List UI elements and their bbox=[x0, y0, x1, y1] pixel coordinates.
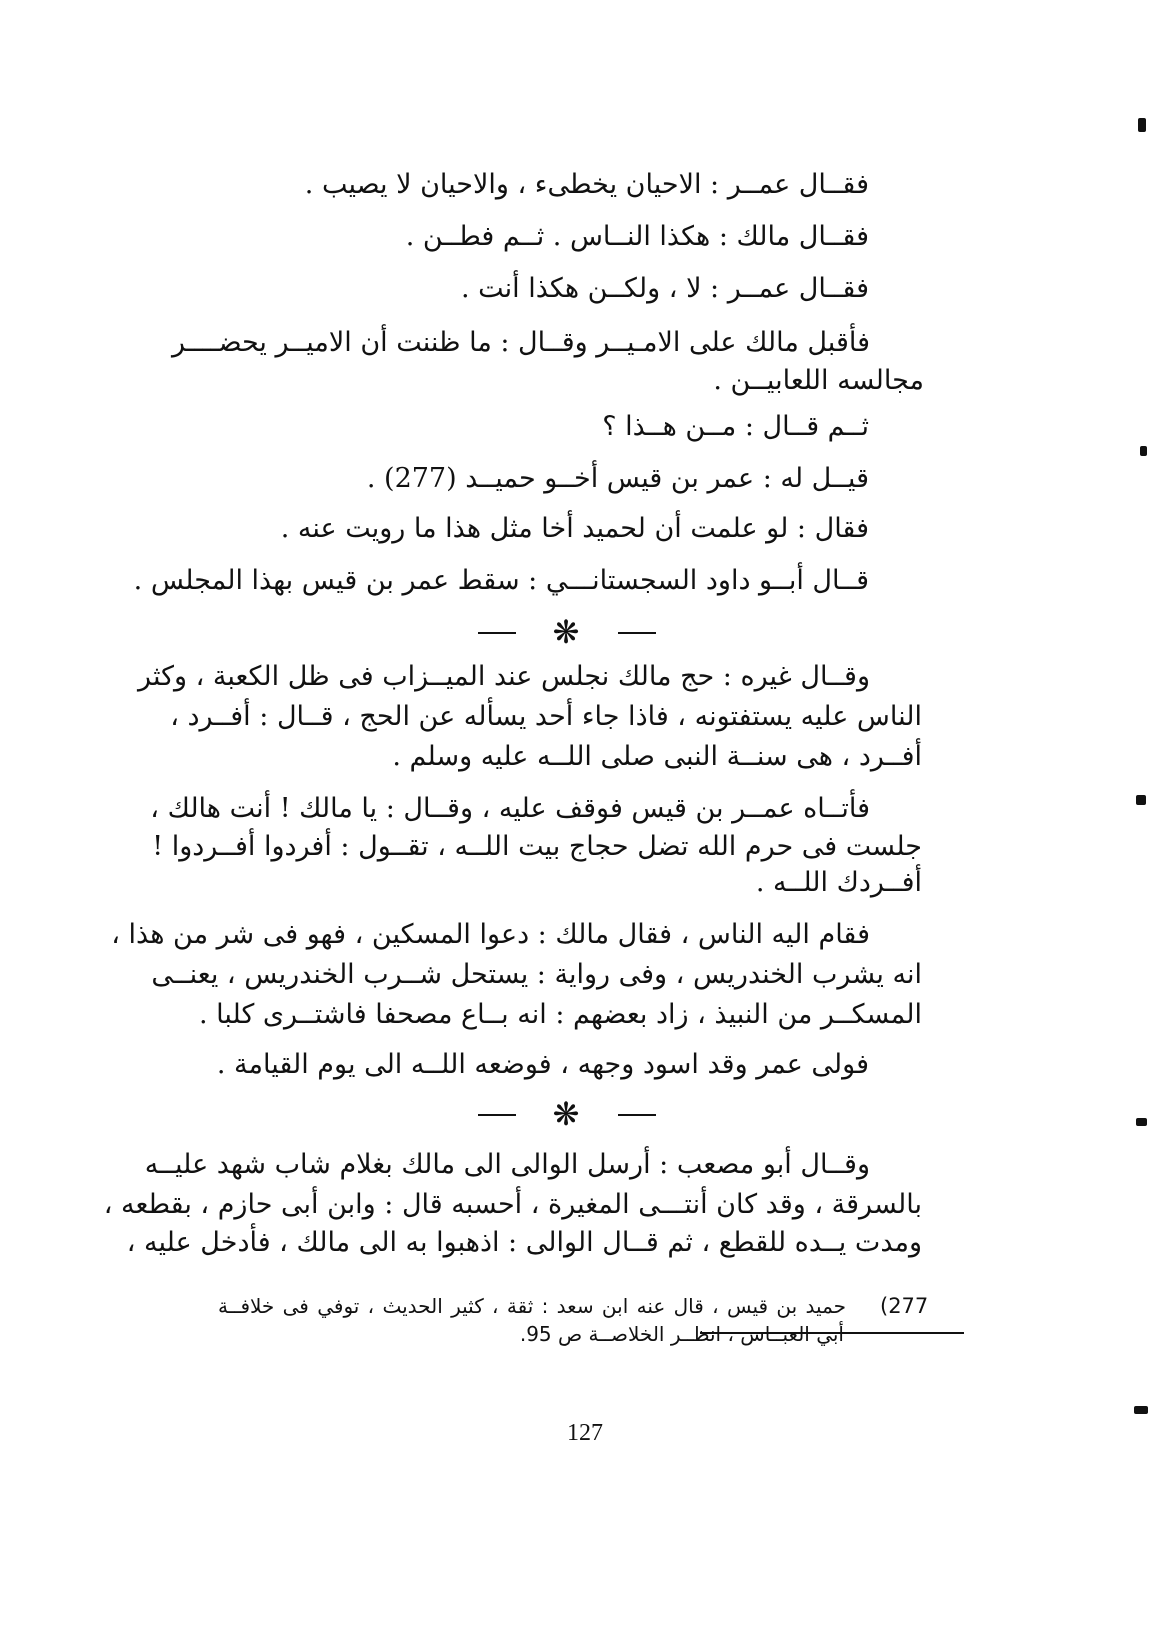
text-line: فولى عمر وقد اسود وجهه ، فوضعه اللــه الى يوم القيامة . bbox=[216, 1049, 869, 1080]
text-line: أفــردك اللــه . bbox=[755, 867, 922, 898]
footnote-line: أبي العبــاس ، انظــر الخلاصــة ص 95. bbox=[519, 1322, 844, 1346]
text-line: ثــم قــال : مــن هــذا ؟ bbox=[602, 411, 869, 442]
text-line: أفــرد ، هى سنــة النبى صلى اللــه عليه وسلم . bbox=[392, 741, 922, 772]
text-line: الناس عليه يستفتونه ، فاذا جاء أحد يسأله عن الحج ، قــال : أفــرد ، bbox=[170, 701, 922, 732]
footnote-number: (277 bbox=[880, 1294, 929, 1318]
text-line: فأتــاه عمــر بن قيس فوقف عليه ، وقــال : يا مالك ! أنت هالك ، bbox=[150, 793, 870, 824]
separator-dash bbox=[618, 1114, 656, 1116]
text-line: فقام اليه الناس ، فقال مالك : دعوا المسكين ، فهو فى شر من هذا ، bbox=[111, 919, 870, 950]
separator-dash bbox=[478, 1114, 516, 1116]
text-line: جلست فى حرم الله تضل حجاج بيت اللــه ، تقــول : أفردوا أفــردوا ! bbox=[152, 831, 922, 862]
text-line: مجالسه اللعابيــن . bbox=[713, 365, 924, 396]
separator-dash bbox=[618, 632, 656, 634]
text-line: وقــال أبو مصعب : أرسل الوالى الى مالك بغلام شاب شهد عليــه bbox=[144, 1149, 870, 1180]
text-line: بالسرقة ، وقد كان أنتـــى المغيرة ، أحسبه قال : وابن أبى حازم ، بقطعه ، bbox=[103, 1189, 922, 1220]
scan-mark bbox=[1138, 118, 1146, 132]
text-line: المسكــر من النبيذ ، زاد بعضهم : انه بــاع مصحفا فاشتــرى كلبا . bbox=[198, 999, 922, 1030]
text-line: فقال : لو علمت أن لحميد أخا مثل هذا ما رويت عنه . bbox=[280, 513, 869, 544]
text-line: وقــال غيره : حج مالك نجلس عند الميــزاب فى ظل الكعبة ، وكثر bbox=[138, 661, 870, 692]
asterism-icon: ❋ bbox=[552, 1095, 580, 1133]
text-line: قيــل له : عمر بن قيس أخــو حميــد (277) . bbox=[366, 463, 869, 494]
text-line: فأقبل مالك على الامـيــر وقــال : ما ظننت أن الاميــر يحضــــر bbox=[172, 327, 870, 358]
scan-mark bbox=[1140, 446, 1147, 456]
text-line: ومدت يــده للقطع ، ثم قــال الوالى : اذهبوا به الى مالك ، فأدخل عليه ، bbox=[126, 1227, 922, 1258]
text-line: فقــال عمــر : لا ، ولكــن هكذا أنت . bbox=[460, 273, 869, 304]
text-line: فقــال عمــر : الاحيان يخطىء ، والاحيان لا يصيب . bbox=[304, 169, 869, 200]
section-separator bbox=[0, 613, 1157, 651]
page-number: 127 bbox=[567, 1420, 603, 1446]
scan-mark bbox=[1136, 1118, 1147, 1126]
footnote-line: حميد بن قيس ، قال عنه ابن سعد : ثقة ، كثير الحديث ، توفي فى خلافــة bbox=[218, 1294, 846, 1318]
scan-mark bbox=[1134, 1406, 1148, 1414]
section-separator bbox=[0, 1095, 1157, 1133]
scan-mark bbox=[1136, 795, 1146, 805]
asterism-icon: ❋ bbox=[552, 613, 580, 651]
text-line: فقــال مالك : هكذا النــاس . ثــم فطــن . bbox=[405, 221, 869, 252]
text-line: انه يشرب الخندريس ، وفى رواية : يستحل شــرب الخندريس ، يعنــى bbox=[151, 959, 922, 990]
separator-dash bbox=[478, 632, 516, 634]
text-line: قــال أبــو داود السجستانـــي : سقط عمر بن قيس بهذا المجلس . bbox=[133, 565, 869, 596]
